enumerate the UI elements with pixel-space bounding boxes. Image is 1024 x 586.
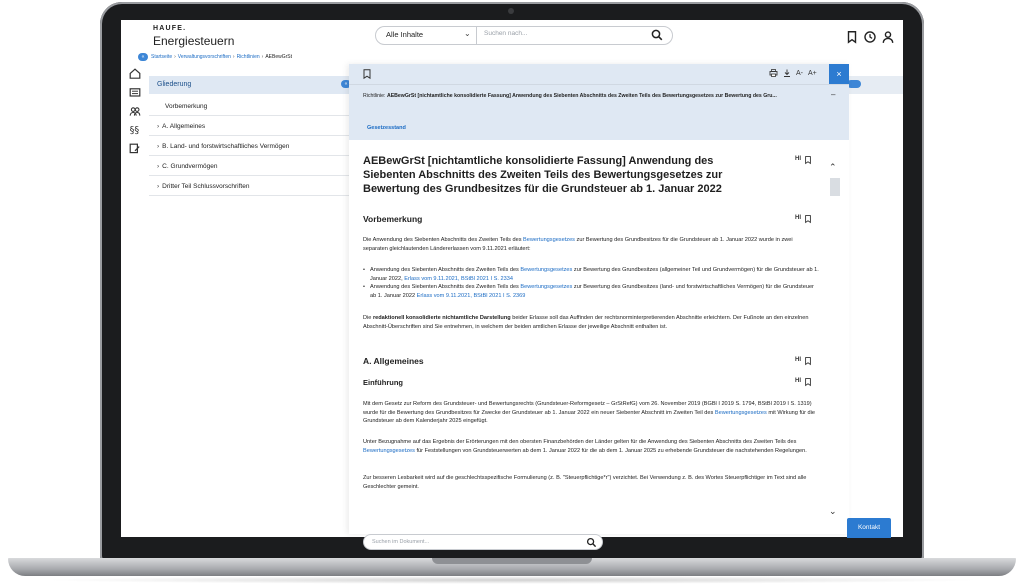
download-icon[interactable]: [783, 69, 791, 77]
toc-item[interactable]: [149, 96, 349, 116]
toc-item[interactable]: [149, 116, 349, 136]
section-actions: [795, 357, 811, 365]
bullet-list: [363, 266, 819, 300]
chevron-right-icon[interactable]: ›: [157, 143, 160, 150]
subsection-heading: Einführung: [363, 378, 403, 387]
bookmark-icon[interactable]: [805, 215, 811, 223]
breadcrumb-home[interactable]: Startseite: [151, 54, 173, 60]
text: Unter Bezugnahme auf das Ergebnis der Erörterungen mit den obersten Finanzbehörden der Länder gelten für die Anwendung des Siebenten Abschnitts des Zweiten Teils des: [363, 439, 797, 445]
title-actions: [795, 156, 811, 164]
close-button[interactable]: ×: [829, 64, 849, 84]
camera: [508, 8, 514, 14]
chevron-right-icon[interactable]: ›: [157, 163, 160, 170]
erlass-link[interactable]: Erlass vom 9.11.2021, BStBl 2021 I S. 2369: [416, 292, 526, 299]
document-edit-icon[interactable]: [129, 143, 141, 154]
law-link[interactable]: Bewertungsgesetzes: [523, 237, 575, 243]
search-scope-select[interactable]: Alle Inhalte: [386, 30, 424, 39]
chevron-right-icon[interactable]: ›: [157, 183, 160, 190]
search-input[interactable]: Suchen nach...: [484, 30, 528, 37]
global-search: [375, 26, 673, 45]
chevron-down-icon[interactable]: ⌄: [829, 506, 837, 516]
search-icon[interactable]: [586, 537, 597, 548]
text: beider Erlasse soll das Auffinden der rechtsnorminterpretierenden Abschnitte erleichtern. Der Fußnote an den einzelnen Abschnitt-Überschriften sind Sie entnehmen, in welchem der beiden amtlichen Erlasse der jeweilige Abschnitt enthalten ist.: [363, 315, 809, 330]
paragraph: [363, 438, 819, 455]
collapse-meta-button[interactable]: –: [831, 90, 836, 99]
bookmark-icon[interactable]: [805, 378, 811, 386]
table-of-contents: [149, 76, 349, 526]
panel-toolbar: [349, 64, 849, 84]
news-icon[interactable]: [129, 87, 141, 98]
panel-meta: [349, 84, 849, 140]
toc-item-label: B. Land- und forstwirtschaftliches Vermögen: [162, 143, 290, 150]
document-panel: [349, 64, 849, 545]
toc-collapse-button[interactable]: «: [341, 80, 351, 88]
toc-item-label: C. Grundvermögen: [162, 163, 218, 170]
print-icon[interactable]: [769, 69, 778, 77]
text: Anwendung des Siebenten Abschnitts des Zweiten Teils des: [370, 284, 521, 291]
bold-text: redaktionell konsolidierte nichtamtliche Darstellung: [372, 315, 511, 321]
paragraph: [363, 236, 819, 253]
richtlinie-line: [363, 93, 833, 99]
text: Die: [363, 315, 373, 321]
richtlinie-title: AEBewGrSt [nichtamtliche konsolidierte Fassung] Anwendung des Siebenten Abschnitts des Zweiten Teils des Bewertungsgesetzes zur Bewertung des Gru...: [386, 93, 777, 99]
allgemeines-heading-block: [363, 356, 819, 366]
laptop-shadow: [40, 576, 984, 584]
collapse-left-button[interactable]: «: [138, 53, 148, 61]
toc-item-label: Vorbemerkung: [165, 103, 208, 110]
highlight-button[interactable]: HI: [795, 215, 801, 221]
panel-tools: [769, 69, 817, 77]
text: zur Bewertung des Grundbesitzes für die Grundsteuer ab 1. Januar 2022 wurde in zwei separaten gleichlautenden Ländererlassen vom 9.11.2021 erläutert:: [363, 237, 793, 252]
search-divider: [476, 27, 477, 44]
text: zur Bewertung des Grundbesitzes (land- und forstwirtschaftliches Vermögen) für die Grundsteuer ab 1. Januar 2022: [370, 284, 814, 299]
section-actions: [795, 378, 811, 386]
doc-title: AEBewGrSt [nichtamtliche konsolidierte Fassung] Anwendung des Siebenten Abschnitts des Zweiten Teils des Bewertungsgesetzes zur Bewertung des Grundbesitzes für die Grundsteuer ab 1. Januar 2022: [363, 155, 723, 195]
breadcrumb-separator: ›: [261, 54, 264, 60]
list-item: [363, 266, 819, 283]
user-icon[interactable]: [881, 30, 895, 44]
bookmark-icon[interactable]: [805, 357, 811, 365]
paragraph-icon[interactable]: [129, 124, 141, 135]
vorbemerkung-heading-block: [363, 214, 819, 224]
search-icon[interactable]: [650, 28, 664, 42]
toc-item[interactable]: [149, 176, 349, 196]
chevron-right-icon[interactable]: ›: [157, 123, 160, 130]
einfuehrung-heading-block: [363, 378, 819, 387]
doc-title-block: [363, 154, 819, 196]
bookmark-icon[interactable]: [805, 156, 811, 164]
section-heading: Vorbemerkung: [363, 214, 423, 224]
text: für Feststellungen von Grundsteuerwerten ab dem 1. Januar 2022 für die ab dem 1. Januar 2025 zu erhebende Grundsteuer die nachstehenden Regelungen.: [414, 447, 807, 454]
breadcrumb-separator: ›: [232, 54, 235, 60]
highlight-button[interactable]: HI: [795, 156, 801, 162]
kontakt-button[interactable]: Kontakt: [847, 518, 891, 538]
highlight-button[interactable]: HI: [795, 378, 801, 384]
section-heading: A. Allgemeines: [363, 356, 424, 366]
text: Anwendung des Siebenten Abschnitts des Zweiten Teils des: [370, 267, 521, 273]
breadcrumb-current: AEBewGrSt: [265, 54, 292, 60]
document-content: [363, 154, 819, 526]
people-icon[interactable]: [129, 106, 141, 117]
erlass-link[interactable]: Erlass vom 9.11.2021, BStBl 2021 I S. 2334: [404, 275, 513, 282]
font-increase-button[interactable]: A+: [808, 69, 817, 77]
home-icon[interactable]: [129, 68, 141, 79]
breadcrumb: [151, 54, 292, 60]
history-icon[interactable]: [863, 30, 877, 44]
toc-title: Gliederung: [157, 81, 192, 88]
toc-item-label: Dritter Teil Schlussvorschriften: [162, 183, 250, 190]
chevron-up-icon[interactable]: ⌃: [829, 162, 837, 172]
gesetzesstand-link[interactable]: Gesetzesstand: [367, 125, 406, 131]
toc-item[interactable]: [149, 156, 349, 176]
left-rail: [129, 68, 141, 154]
paragraph: [363, 314, 819, 331]
scrollbar[interactable]: [829, 162, 841, 522]
toc-item[interactable]: [149, 136, 349, 156]
law-link[interactable]: Bewertungsgesetzes: [714, 409, 767, 416]
text: mit Wirkung für die Grundsteuer ab dem Kalenderjahr 2025 eingefügt.: [363, 409, 816, 425]
toc-item-label: A. Allgemeines: [162, 123, 206, 130]
font-decrease-button[interactable]: A-: [796, 69, 803, 77]
app-title[interactable]: Energiesteuern: [153, 34, 235, 48]
breadcrumb-separator: ›: [174, 54, 176, 60]
paragraph: [363, 400, 819, 426]
text: Mit dem Gesetz zur Reform des Grundsteuer- und Bewertungsrechts (Grundsteuer-Reformgesetz – GrStRefG) vom 26. November 2019 (BGBl I 2019 S. 1794, BStBl 2019 I S. 1319) wurde für die Bewertung des Grundbesitzes für Zwecke der Grundsteuer ab 1. Januar 2022 ein neuer Siebenter Abschnitt im Zweiten Teil des: [363, 401, 812, 416]
law-link[interactable]: Bewertungsgesetzes: [363, 447, 415, 454]
header-actions: [845, 30, 895, 44]
laptop-notch: [432, 558, 592, 564]
expand-right-button[interactable]: [847, 80, 861, 88]
text: zur Bewertung des Grundbesitzes (allgemeiner Teil und Grundvermögen) für die Grundsteuer ab 1. Januar 2022,: [370, 267, 819, 282]
law-link[interactable]: Bewertungsgesetzes: [520, 284, 573, 291]
section-actions: [795, 215, 811, 223]
paragraph: Zur besseren Lesbarkeit wird auf die geschlechtsspezifische Formulierung (z. B. "Steuerpflichtige*r") verzichtet. Bei Verwendung z. B. des Wortes Steuerpflichtiger im Text sind alle Geschlechter gemeint.: [363, 475, 807, 490]
toc-list: [149, 96, 349, 196]
app-header: [121, 20, 903, 52]
breadcrumb-richtlinien[interactable]: Richtlinien: [236, 54, 260, 60]
list-item: [363, 283, 819, 300]
bookmark-icon[interactable]: [845, 30, 859, 44]
bookmark-icon[interactable]: [363, 69, 371, 79]
breadcrumb-verwaltungsvorschriften[interactable]: Verwaltungsvorschriften: [177, 54, 231, 60]
scroll-thumb[interactable]: [830, 178, 840, 196]
law-link[interactable]: Bewertungsgesetzes: [520, 267, 573, 273]
screen: [121, 20, 903, 545]
toc-header: [149, 76, 349, 94]
svg-text:§§: §§: [129, 125, 140, 137]
text: Die Anwendung des Siebenten Abschnitts des Zweiten Teils des: [363, 237, 524, 243]
richtlinie-prefix: Richtlinie:: [363, 93, 386, 99]
brand-logo[interactable]: HAUFE.: [153, 25, 187, 32]
document-search: [363, 534, 603, 550]
highlight-button[interactable]: HI: [795, 357, 801, 363]
document-search-input[interactable]: Suchen im Dokument...: [372, 539, 430, 545]
chevron-down-icon[interactable]: ⌄: [464, 29, 471, 38]
